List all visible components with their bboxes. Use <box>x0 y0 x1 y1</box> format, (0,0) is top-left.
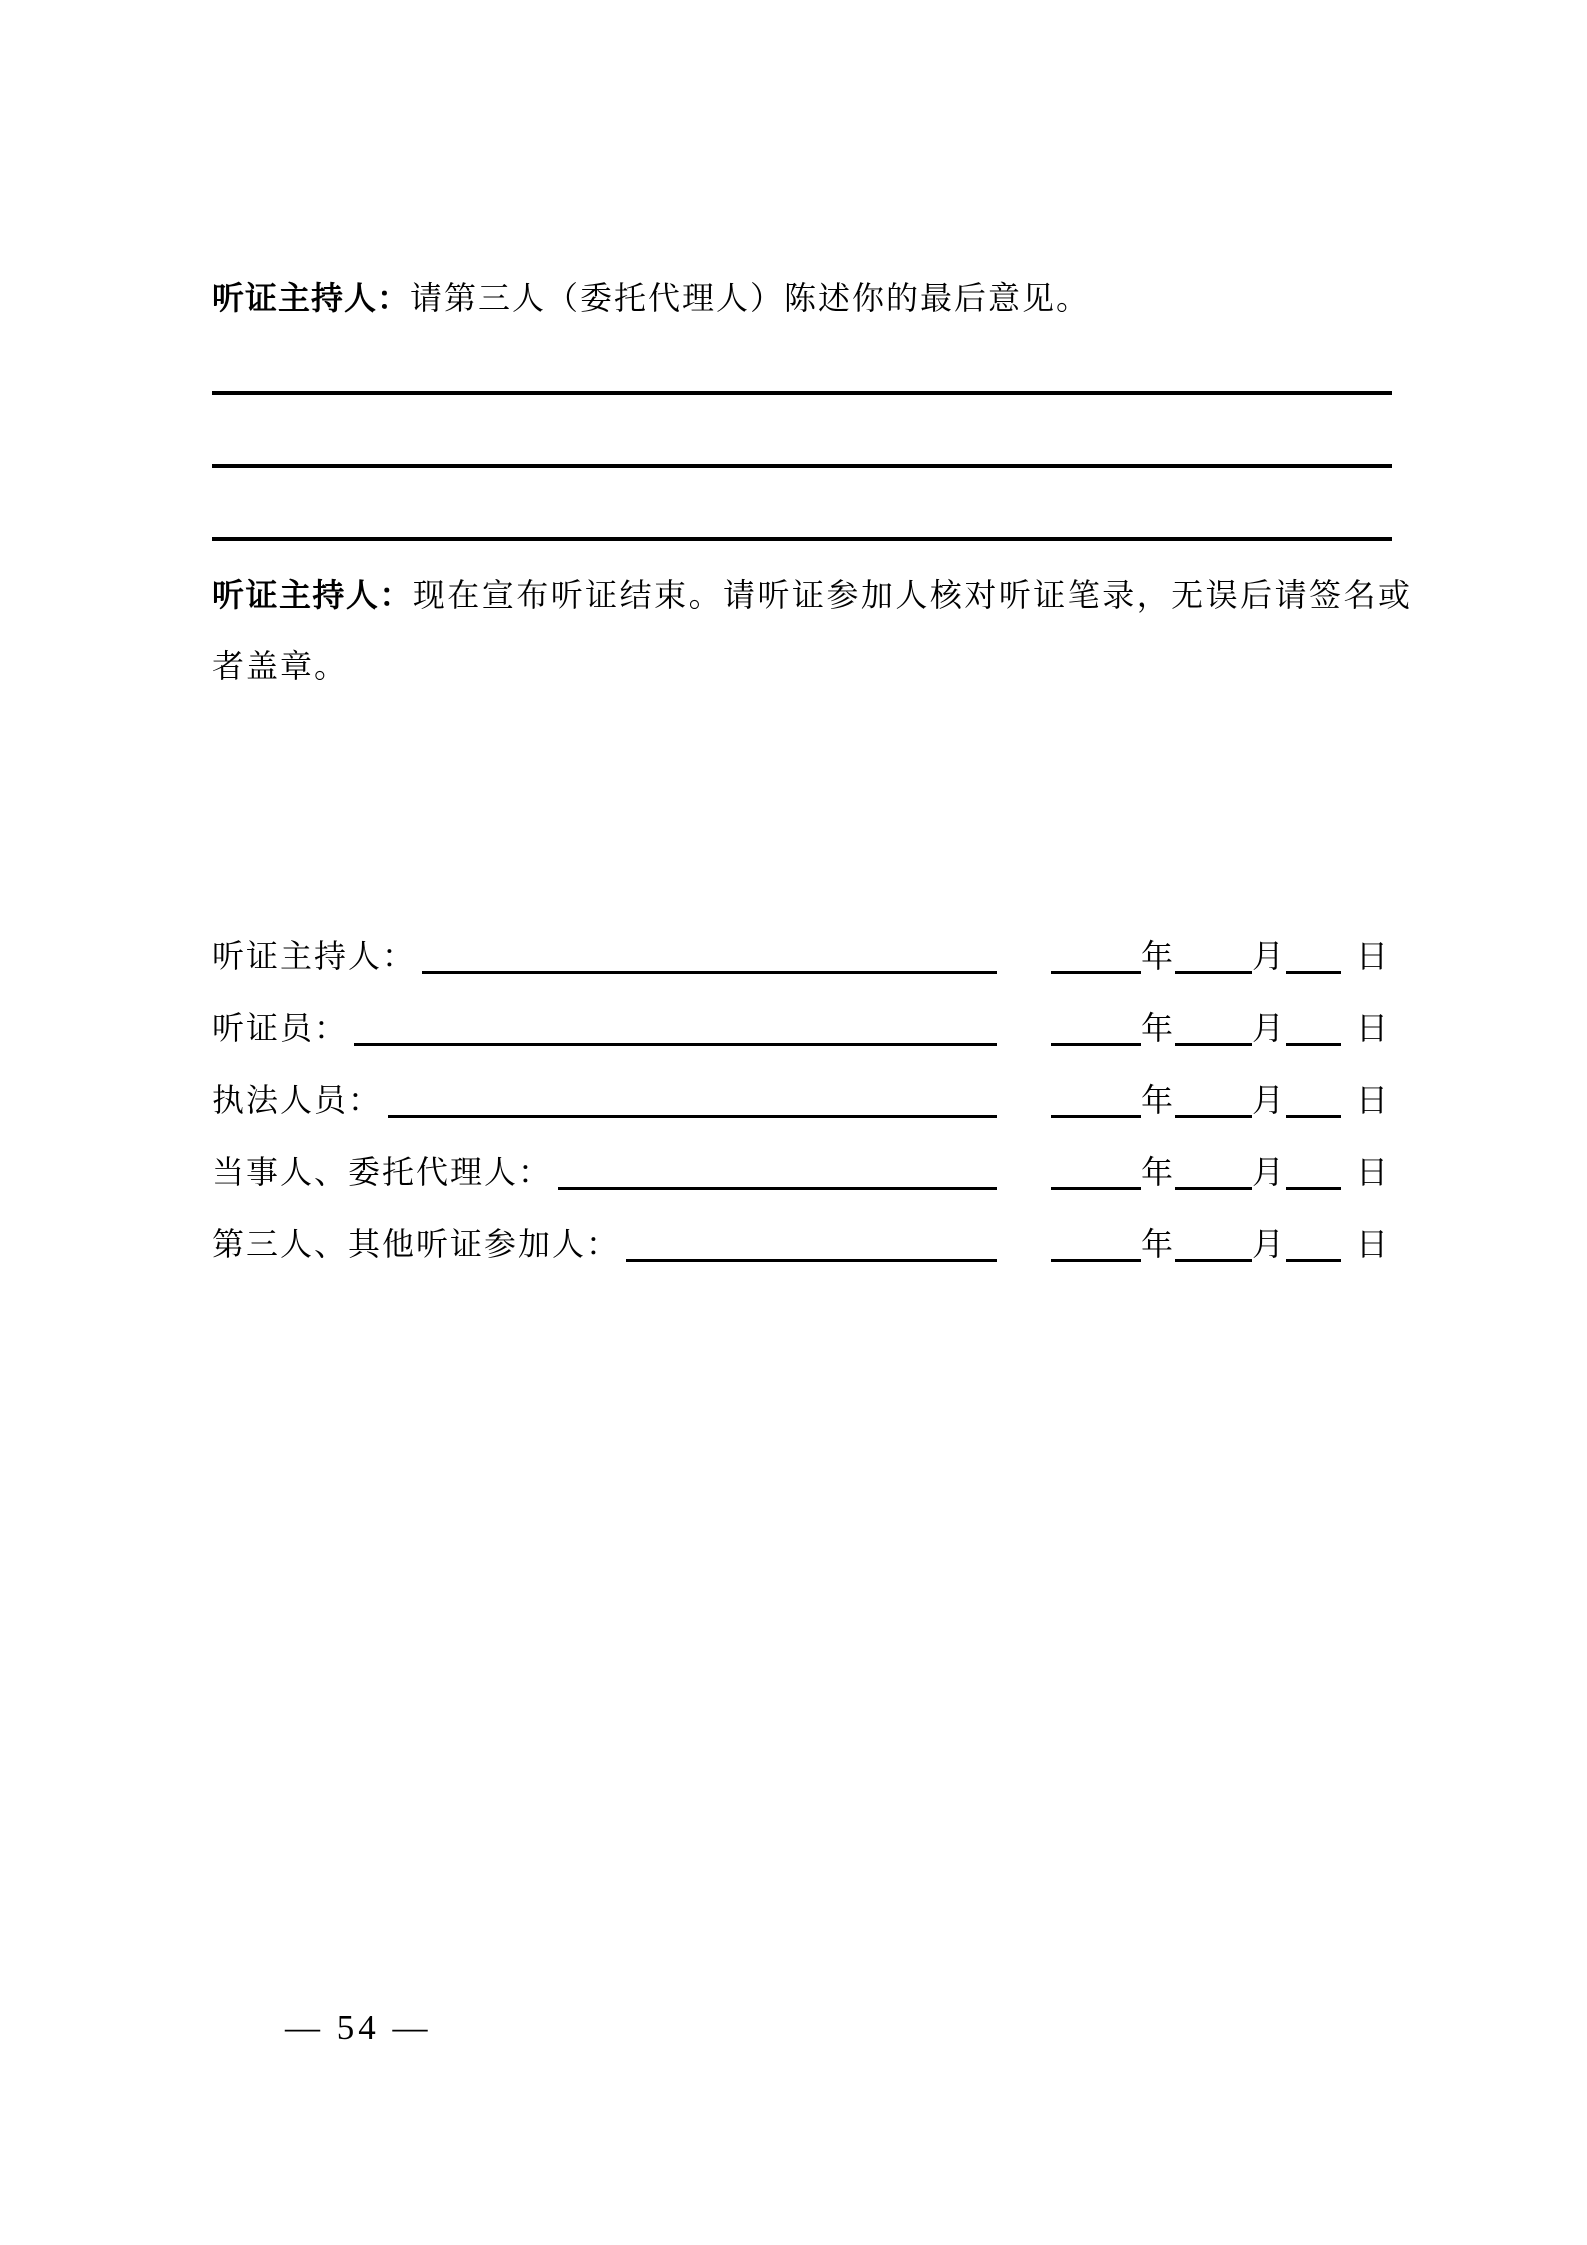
month-blank-field <box>1175 1115 1252 1118</box>
day-blank-field <box>1286 1115 1341 1118</box>
signature-row-label: 听证员： <box>212 1010 349 1046</box>
day-label: 日 <box>1355 1010 1390 1046</box>
day-label: 日 <box>1355 1082 1390 1118</box>
signature-row-party-and-agent <box>212 1148 1390 1196</box>
month-label: 月 <box>1251 1154 1286 1190</box>
dialogue-paragraph-final-opinion <box>212 270 1412 326</box>
paragraph-text: 现在宣布听证结束。请听证参加人核对听证笔录，无误后请签名或者盖章。 <box>212 577 1412 684</box>
year-blank-field <box>1051 1259 1141 1262</box>
signature-row-presiding-officer <box>212 932 1390 980</box>
year-blank-field <box>1051 1115 1141 1118</box>
year-label: 年 <box>1140 938 1175 974</box>
speaker-label: 听证主持人： <box>212 577 413 613</box>
date-fields <box>1051 1220 1390 1268</box>
date-fields <box>1051 1148 1390 1196</box>
signature-row-label: 当事人、委托代理人： <box>212 1154 553 1190</box>
signature-blank-field <box>388 1115 997 1118</box>
year-blank-field <box>1051 971 1141 974</box>
signature-blank-field <box>626 1259 997 1262</box>
day-blank-field <box>1286 1043 1341 1046</box>
day-blank-field <box>1286 971 1341 974</box>
month-blank-field <box>1175 1187 1252 1190</box>
month-label: 月 <box>1251 938 1286 974</box>
date-fields <box>1051 1004 1390 1052</box>
month-blank-field <box>1175 1259 1252 1262</box>
day-blank-field <box>1286 1187 1341 1190</box>
day-blank-field <box>1286 1259 1341 1262</box>
day-label: 日 <box>1355 1154 1390 1190</box>
blank-answer-line <box>212 537 1392 541</box>
year-label: 年 <box>1140 1082 1175 1118</box>
month-label: 月 <box>1251 1082 1286 1118</box>
blank-answer-line <box>212 464 1392 468</box>
signature-row-third-party-participants <box>212 1220 1390 1268</box>
dialogue-paragraph-closing <box>212 560 1412 702</box>
paragraph-text: 请第三人（委托代理人）陈述你的最后意见。 <box>410 280 1091 316</box>
month-blank-field <box>1175 1043 1252 1046</box>
date-fields <box>1051 1076 1390 1124</box>
signature-row-hearing-officer <box>212 1004 1390 1052</box>
day-label: 日 <box>1355 1226 1390 1262</box>
year-label: 年 <box>1140 1154 1175 1190</box>
blank-answer-line <box>212 391 1392 395</box>
year-label: 年 <box>1140 1226 1175 1262</box>
year-label: 年 <box>1140 1010 1175 1046</box>
signature-row-label: 听证主持人： <box>212 938 417 974</box>
month-blank-field <box>1175 971 1252 974</box>
day-label: 日 <box>1355 938 1390 974</box>
month-label: 月 <box>1251 1010 1286 1046</box>
signature-blank-field <box>354 1043 997 1046</box>
page-number: — 54 — <box>285 2008 432 2047</box>
year-blank-field <box>1051 1043 1141 1046</box>
signature-row-label: 执法人员： <box>212 1082 383 1118</box>
year-blank-field <box>1051 1187 1141 1190</box>
month-label: 月 <box>1251 1226 1286 1262</box>
date-fields <box>1051 932 1390 980</box>
signature-row-enforcement-staff <box>212 1076 1390 1124</box>
signature-row-label: 第三人、其他听证参加人： <box>212 1226 621 1262</box>
speaker-label: 听证主持人： <box>212 280 411 316</box>
signature-blank-field <box>422 971 997 974</box>
signature-blank-field <box>558 1187 997 1190</box>
